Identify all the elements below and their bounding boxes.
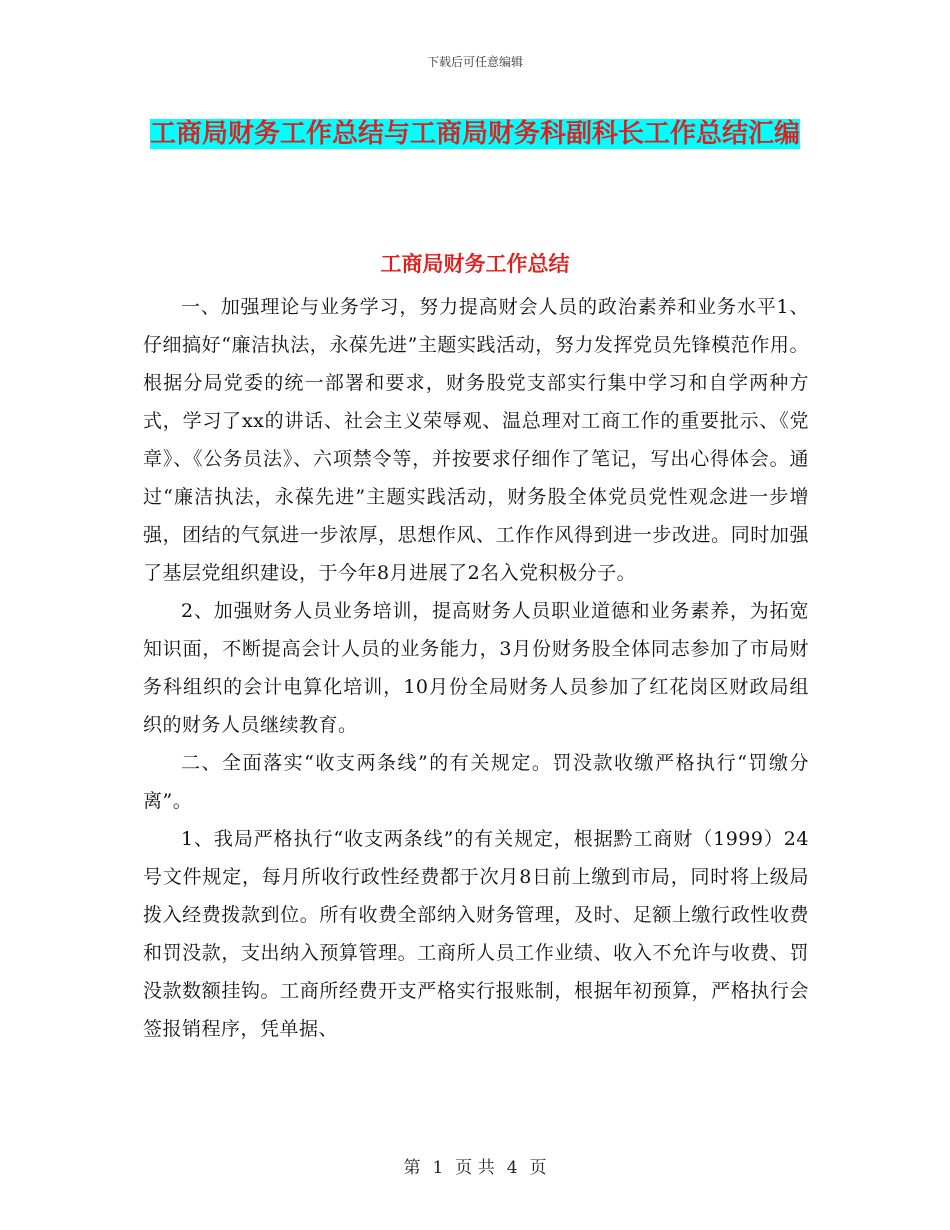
footer-prefix: 第 xyxy=(403,1158,421,1178)
document-body xyxy=(143,288,809,1048)
footer-suffix: 页 xyxy=(529,1158,547,1178)
document-title-text: 工商局财务工作总结与工商局财务科副科长工作总结汇编 xyxy=(149,119,800,149)
footer-middle: 页 共 xyxy=(455,1158,495,1178)
paragraph: 二、全面落实“收支两条线”的有关规定。罚没款收缴严格执行“罚缴分离”。 xyxy=(143,752,809,812)
page-footer xyxy=(0,1153,950,1178)
paragraph: 2、加强财务人员业务培训，提高财务人员职业道德和业务素养，为拓宽知识面，不断提高会计人员的业务能力，3月份财务股全体同志参加了市局财务科组织的会计电算化培训，10月份全局财务人员参加了红花岗区财政局组织的财务人员继续教育。 xyxy=(143,600,809,736)
paragraph: 1、我局严格执行“收支两条线”的有关规定，根据黔工商财（1999）24号文件规定，每月所收行政性经费都于次月8日前上缴到市局，同时将上级局拨入经费拨款到位。所有收费全部纳入财务管理，及时、足额上缴行政性收费和罚没款，支出纳入预算管理。工商所人员工作业绩、收入不允许与收费、罚没款数额挂钩。工商所经费开支严格实行报账制，根据年初预算，严格执行会签报销程序，凭单据、 xyxy=(143,828,809,1040)
header-note: 下载后可任意编辑 xyxy=(426,55,523,69)
current-page-number: 1 xyxy=(432,1158,444,1178)
paragraph: 一、加强理论与业务学习，努力提高财会人员的政治素养和业务水平1、仔细搞好“廉洁执法，永葆先进”主题实践活动，努力发挥党员先锋模范作用。根据分局党委的统一部署和要求，财务股党支部实行集中学习和自学两种方式，学习了xx的讲话、社会主义荣辱观、温总理对工商工作的重要批示、《党章》、《公务员法》、六项禁令等，并按要求仔细作了笔记，写出心得体会。通过“廉洁执法，永葆先进”主题实践活动，财务股全体党员党性观念进一步增强，团结的气氛进一步浓厚，思想作风、工作作风得到进一步改进。同时加强了基层党组织建设，于今年8月进展了2名入党积极分子。 xyxy=(143,296,809,584)
section-title: 工商局财务工作总结 xyxy=(380,252,570,276)
total-pages-number: 4 xyxy=(506,1158,518,1178)
document-title xyxy=(140,110,810,158)
